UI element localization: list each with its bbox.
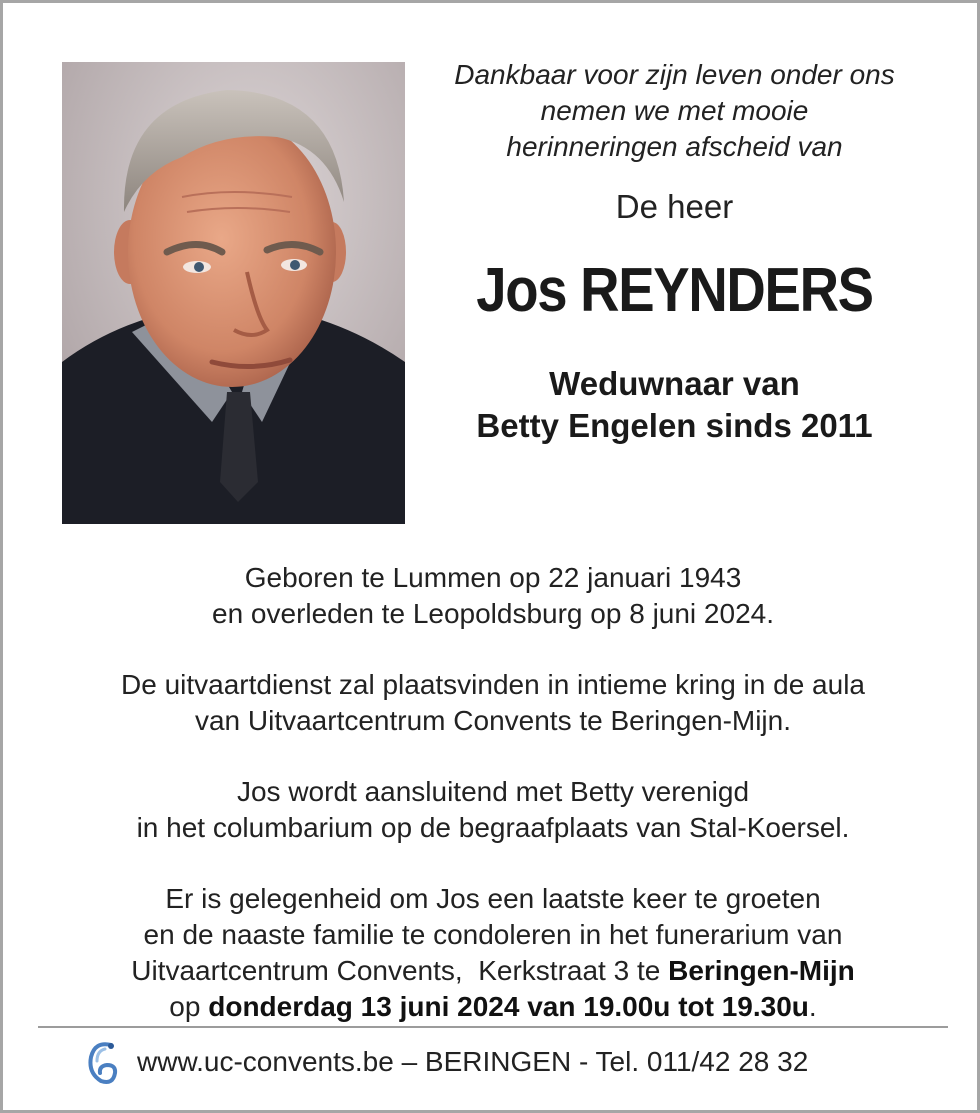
convents-logo-icon (85, 1039, 119, 1085)
deceased-name: Jos REYNDERS (476, 256, 873, 325)
visitation-paragraph (23, 881, 963, 1025)
service-line-1: De uitvaartdienst zal plaatsvinden in intieme kring in de aula (121, 669, 865, 700)
visitation-on: op (169, 991, 209, 1022)
visitation-line-1: Er is gelegenheid om Jos een laatste keer te groeten (165, 883, 821, 914)
visitation-datetime: donderdag 13 juni 2024 van 19.00u tot 19.30u (208, 991, 809, 1022)
birth-death-paragraph (23, 560, 963, 632)
intro-line-1: Dankbaar voor zijn leven onder ons (454, 59, 895, 90)
visitation-period: . (808, 991, 817, 1022)
honorific: De heer (615, 188, 734, 225)
header-block (417, 57, 932, 447)
columbarium-line-1: Jos wordt aansluitend met Betty verenigd (236, 776, 750, 807)
intro-text (417, 57, 932, 165)
service-line-2: van Uitvaartcentrum Convents te Beringen-Mijn. (194, 705, 792, 736)
visitation-line-2: en de naaste familie te condoleren in het funerarium van (143, 919, 843, 950)
widower-line-1: Weduwnaar van (549, 365, 800, 402)
footer (85, 1037, 905, 1087)
visitation-town: Beringen-Mijn (668, 955, 855, 986)
columbarium-paragraph (23, 774, 963, 846)
visitation-address: Uitvaartcentrum Convents, Kerkstraat 3 te (131, 955, 669, 986)
widower-line-2: Betty Engelen sinds 2011 (476, 407, 873, 444)
widower-text (417, 363, 932, 447)
footer-divider (38, 1026, 948, 1028)
announcement-body (23, 560, 963, 1025)
death-line: en overleden te Leopoldsburg op 8 juni 2024. (212, 598, 774, 629)
portrait-illustration (62, 62, 405, 524)
columbarium-line-2: in het columbarium op de begraafplaats van Stal-Koersel. (136, 812, 850, 843)
footer-contact: www.uc-convents.be – BERINGEN - Tel. 011/42 28 32 (137, 1046, 809, 1077)
intro-line-3: herinneringen afscheid van (506, 131, 843, 162)
intro-line-2: nemen we met mooie (540, 95, 809, 126)
portrait-photo (62, 62, 405, 524)
service-paragraph (23, 667, 963, 739)
birth-line: Geboren te Lummen op 22 januari 1943 (244, 562, 742, 593)
